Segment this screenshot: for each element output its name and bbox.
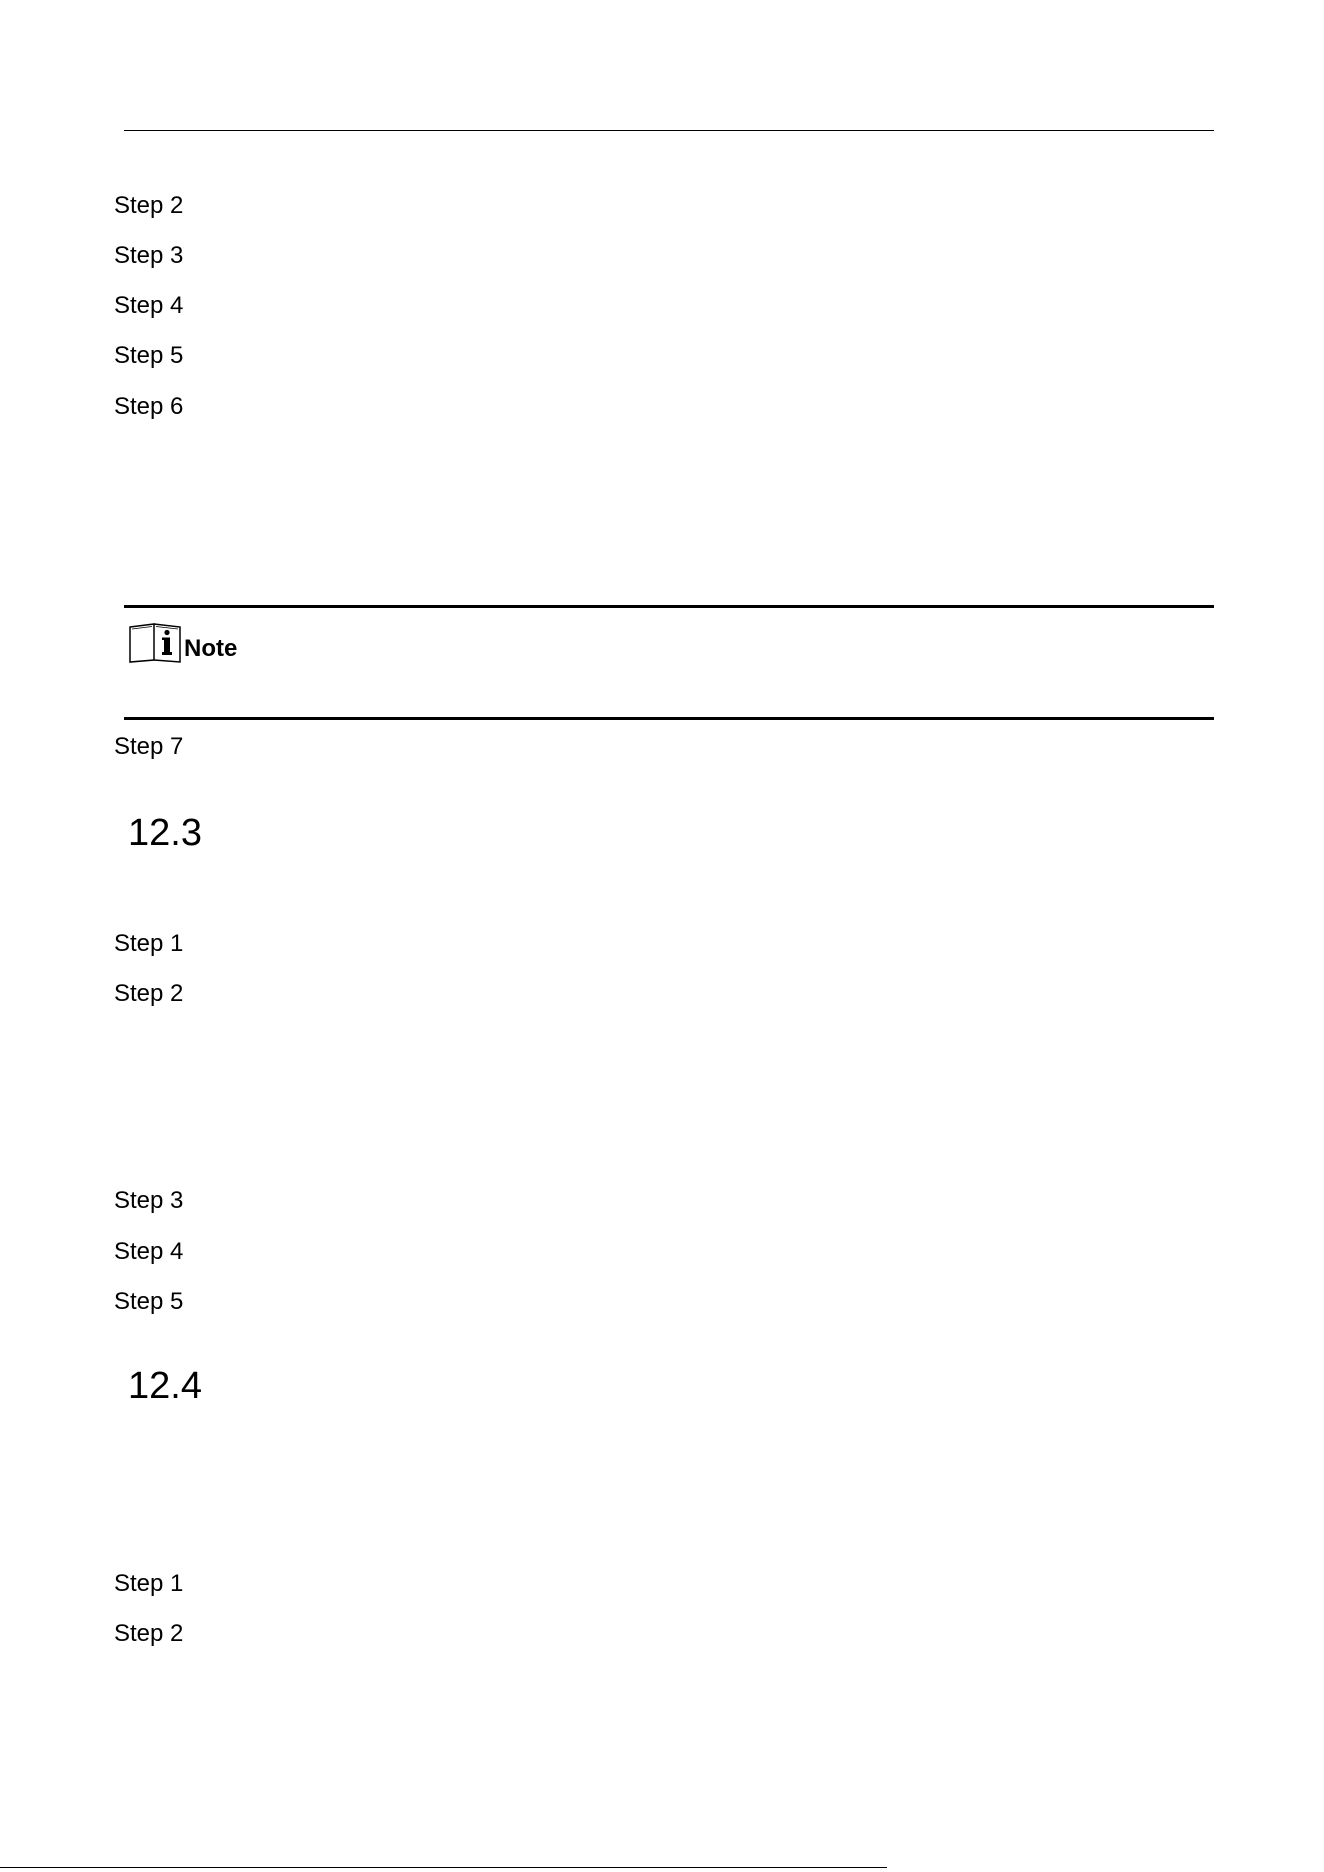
step-label: Step 7 [114, 733, 184, 760]
footer-rule [0, 1867, 887, 1868]
step-label: Step 1 [114, 1570, 184, 1597]
note-bottom-rule [124, 717, 1214, 720]
step-label: Step 2 [114, 980, 184, 1007]
section-heading: 12.3 [128, 812, 202, 854]
step-label: Step 1 [114, 930, 184, 957]
step-label: Step 5 [114, 342, 184, 369]
section-heading: 12.4 [128, 1365, 202, 1407]
note-label: Note [184, 635, 238, 662]
header-rule [124, 130, 1214, 131]
note-top-rule [124, 605, 1214, 608]
step-label: Step 3 [114, 1187, 184, 1214]
book-info-icon [128, 623, 182, 663]
step-label: Step 4 [114, 1238, 184, 1265]
step-label: Step 6 [114, 393, 184, 420]
step-label: Step 5 [114, 1288, 184, 1315]
step-label: Step 2 [114, 192, 184, 219]
step-label: Step 2 [114, 1620, 184, 1647]
step-label: Step 3 [114, 242, 184, 269]
step-label: Step 4 [114, 292, 184, 319]
note-callout [128, 623, 237, 663]
